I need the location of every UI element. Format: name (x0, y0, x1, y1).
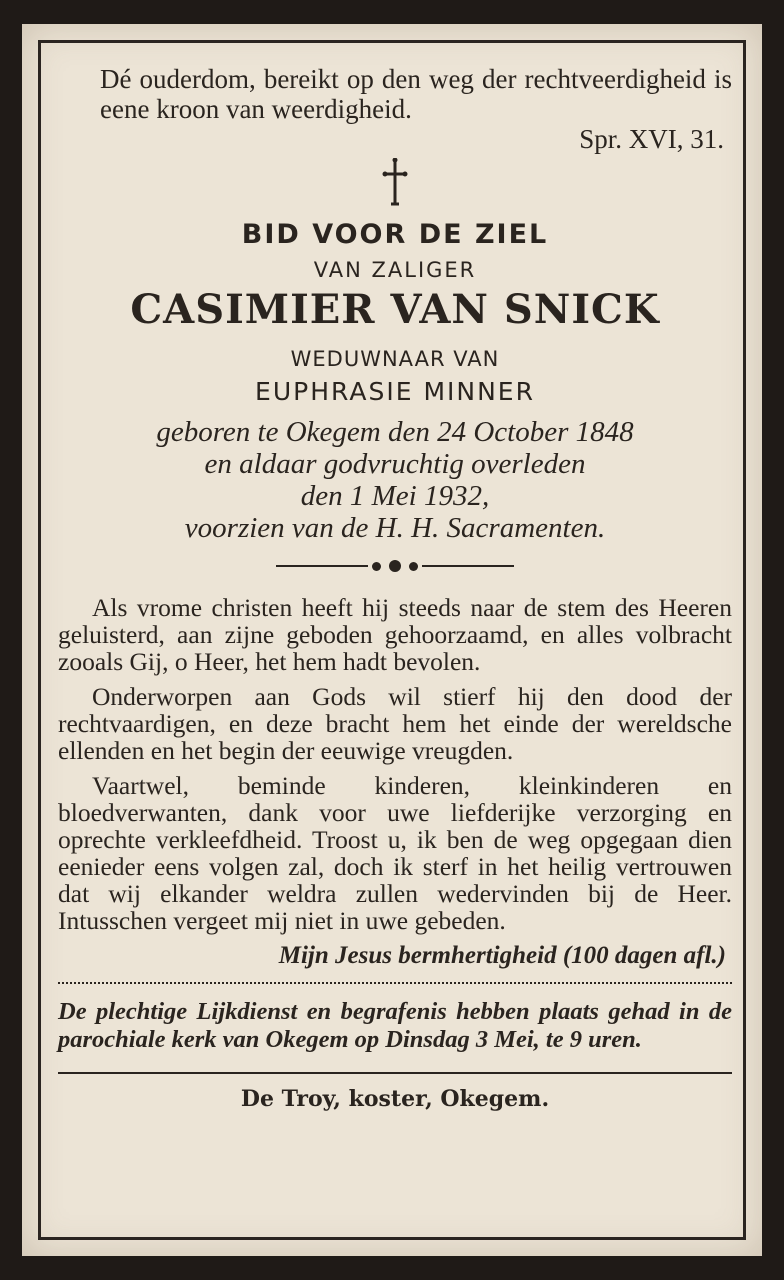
paragraph-2: Onderworpen aan Gods wil stierf hij den dood der rechtvaardigen, en deze bracht hem het einde der wereldsche ellenden en het begin der eeuwige vreugden. (58, 682, 732, 765)
bible-quote: Dé ouderdom, bereikt op den weg der rechtveerdigheid is eene kroon van weerdigheid. (100, 64, 732, 124)
cross-icon-svg (380, 158, 410, 206)
card-content (58, 64, 732, 1112)
death-place-line: en aldaar godvruchtig overleden (204, 448, 586, 480)
ornament-line-right (422, 565, 514, 567)
paragraph-3: Vaartwel, beminde kinderen, kleinkinderen en bloedverwanten, dank voor uwe liefderijke verzorging en oprechte verkleefdheid. Troost u, ik ben de weg opgegaan dien eenieder eens volgen zal, doch ik sterf in het heilig vertrouwen dat wij elkander weldra zullen wedervinden bij de Heer. Intusschen vergeet mij niet in uwe gebeden. (58, 771, 732, 935)
paragraph-1: Als vrome christen heeft hij steeds naar de stem des Heeren geluisterd, aan zijne geboden gehoorzaamd, en alles volbracht zooals Gij, o Heer, het hem hadt bevolen. (58, 593, 732, 676)
name-prefix: VAN ZALIGER (313, 258, 477, 282)
dotted-divider (58, 982, 732, 984)
deceased-name: CASIMIER VAN SNICK (130, 286, 660, 333)
spouse-name: EUPHRASIE MINNER (255, 377, 535, 406)
ornament-divider (58, 560, 732, 572)
death-date-line: den 1 Mei 1932, (300, 480, 490, 512)
indulgence-prayer: Mijn Jesus bermhertigheid (100 dagen afl.) (278, 942, 726, 969)
ornament-dot-center (389, 560, 401, 572)
printer-credit: De Troy, koster, Okegem. (240, 1086, 550, 1112)
sacraments-line: voorzien van de H. H. Sacramenten. (184, 512, 606, 544)
ornament-dot (409, 562, 418, 571)
funeral-notice: De plechtige Lijkdienst en begrafenis hebben plaats gehad in de parochiale kerk van Okegem op Dinsdag 3 Mei, te 9 uren. (58, 998, 732, 1053)
life-dates (58, 416, 732, 544)
birth-line: geboren te Okegem den 24 October 1848 (156, 416, 634, 448)
ornament-line-left (276, 565, 368, 567)
memorial-card (22, 24, 762, 1256)
cross-icon (58, 158, 732, 213)
widower-label: WEDUWNAAR VAN (290, 347, 500, 371)
prayer-heading: BID VOOR DE ZIEL (241, 219, 549, 250)
ornament-dot (372, 562, 381, 571)
solid-divider (58, 1072, 732, 1074)
bible-reference: Spr. XVI, 31. (579, 124, 724, 154)
